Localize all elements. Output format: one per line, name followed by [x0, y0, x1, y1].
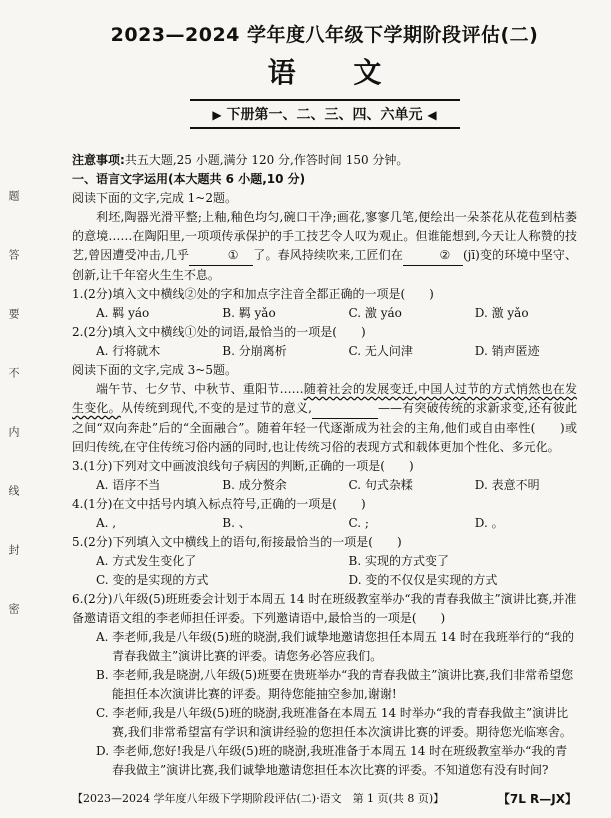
footer-left: 【2023—2024 学年度八年级下学期阶段评估(二)·语文 第 1 页(共 8 页)】 — [72, 792, 445, 805]
passage-text: 端午节、七夕节、中秋节、重阳节…… — [96, 382, 304, 396]
question-2: 2.(2分)填入文中横线①处的词语,最恰当的一项是( ) — [72, 325, 366, 339]
option: C. 激 yáo — [348, 306, 402, 320]
blank-1: ① — [189, 246, 253, 266]
notice-text: 共五大题,25 小题,满分 120 分,作答时间 150 分钟。 — [124, 153, 409, 167]
margin-char: 答 — [7, 249, 20, 260]
passage-intro: 阅读下面的文字,完成 3~5题。 — [72, 363, 237, 377]
passage-1 — [72, 208, 577, 285]
option: B. 分崩离析 — [222, 344, 287, 358]
question-2-options — [72, 342, 577, 361]
option: A. , — [96, 516, 117, 530]
option: C. 变的是实现的方式 — [96, 573, 209, 587]
margin-char: 密 — [7, 603, 20, 614]
question-4: 4.(1分)在文中括号内填入标点符号,正确的一项是( ) — [72, 497, 366, 511]
passage-text: 利坯,陶器光滑平整;上釉,釉色均匀,碗口干净;画花,寥寥几笔,便绘出一朵茶花从花苞到枯萎的意境……在陶阳里,一项项传承保护的手工技艺令人叹为观止。但谁能想到,今天让人称赞的技艺,曾因遭受冲击,几乎 — [72, 210, 577, 262]
option: D. 。 — [474, 516, 504, 530]
exam-content — [72, 20, 577, 780]
passage-text: 了。春风持续吹来,工匠们在 — [253, 248, 403, 262]
passage-text: 从传统到现代,不变的是过节的意义, — [120, 401, 312, 415]
margin-char: 要 — [7, 308, 20, 319]
option: D. 李老师,您好!我是八年级(5)班的晓澍,我班准备于本周五 14 时在班级教室举办“我的青春我做主”演讲比赛,我们诚挚地邀请您担任本次比赛的评委。不知道您有没有时间? — [96, 744, 568, 777]
triangle-right-icon: ▶ — [212, 108, 222, 122]
blank-2: ② — [403, 246, 463, 266]
question-5-options — [72, 552, 577, 590]
blank-line — [312, 399, 378, 419]
option: A. 语序不当 — [96, 478, 161, 492]
option: B. 、 — [222, 516, 251, 530]
option: C. 李老师,我是八年级(5)班的晓澍,我班准备在本周五 14 时举办“我的青春我做主”演讲比赛,我们非常希望富有学识和演讲经验的您担任本次演讲比赛的评委。期待您光临寒舍。 — [96, 706, 572, 739]
notice — [72, 151, 577, 170]
option: A. 方式发生变化了 — [96, 554, 197, 568]
notice-label: 注意事项: — [72, 153, 125, 167]
question-3-options — [72, 476, 577, 495]
margin-char: 封 — [7, 544, 20, 555]
option: C. ; — [348, 516, 369, 530]
footer-code: 【7L R—JX】 — [497, 792, 577, 806]
margin-char: 线 — [7, 485, 20, 496]
question-4-options — [72, 514, 577, 533]
unit-scope — [190, 99, 460, 129]
subject-title: 语 文 — [267, 56, 406, 89]
option: B. 羁 yǎo — [222, 306, 276, 320]
passage-intro: 阅读下面的文字,完成 1~2题。 — [72, 191, 237, 205]
option: D. 销声匿迹 — [474, 344, 540, 358]
question-1: 1.(2分)填入文中横线②处的字和加点字注音全都正确的一项是( ) — [72, 287, 434, 301]
option: D. 变的不仅仅是实现的方式 — [348, 573, 498, 587]
margin-char: 不 — [7, 367, 20, 378]
question-1-options — [72, 304, 577, 323]
exam-title: 2023—2024 学年度八年级下学期阶段评估(二) — [110, 24, 539, 46]
page-footer — [72, 790, 577, 807]
margin-char: 题 — [7, 190, 20, 201]
option: D. 表意不明 — [474, 478, 540, 492]
option: A. 行将就木 — [96, 344, 161, 358]
question-6: 6.(2分)八年级(5)班班委会计划于本周五 14 时在班级教室举办“我的青春我做主”演讲比赛,并准备邀请语文组的李老师担任评委。下列邀请语中,最恰当的一项是( ) — [72, 592, 577, 625]
option: A. 李老师,我是八年级(5)班的晓澍,我们诚挚地邀请您担任本周五 14 时在我班举行的“我的青春我做主”演讲比赛的评委。请您务必答应我们。 — [96, 630, 574, 663]
section-heading: 一、语言文字运用(本大题共 6 小题,10 分) — [72, 172, 306, 186]
option: B. 成分赘余 — [222, 478, 287, 492]
option: B. 实现的方式变了 — [348, 554, 449, 568]
option: C. 句式杂糅 — [348, 478, 413, 492]
option: D. 激 yǎo — [474, 306, 529, 320]
question-3: 3.(1分)下列对文中画波浪线句子病因的判断,正确的一项是( ) — [72, 459, 414, 473]
triangle-left-icon: ◀ — [427, 108, 437, 122]
binding-margin — [6, 190, 20, 614]
question-5: 5.(2分)下列填入文中横线上的语句,衔接最恰当的一项是( ) — [72, 535, 402, 549]
wavy-underlined-sentence: 随着社会的发展变迁,中国人过节的方式悄然也在发生变化。 — [72, 382, 577, 415]
option: A. 羁 yáo — [96, 306, 150, 320]
margin-char: 内 — [7, 426, 20, 437]
passage-text: (jī)变的环境中坚守、创新,让千年窑火生生不息。 — [72, 248, 577, 282]
option: B. 李老师,我是晓澍,八年级(5)班要在贵班举办“我的青春我做主”演讲比赛,我们非常希望您能担任本次演讲比赛的评委。期待您能抽空参加,谢谢! — [96, 668, 574, 701]
passage-text: ——有突破传统的求新求变,还有彼此之间“双向奔赴”后的“全面融合”。随着年轻一代逐渐成为社会的主角,他们或自由率性( )或回归传统,在守住传统习俗内涵的同时,也让传统习俗的表现方式和载体更加个性化、多元化。 — [72, 401, 577, 454]
unit-scope-text: 下册第一、二、三、四、六单元 — [226, 107, 423, 123]
option: C. 无人问津 — [348, 344, 413, 358]
passage-2 — [72, 380, 577, 457]
